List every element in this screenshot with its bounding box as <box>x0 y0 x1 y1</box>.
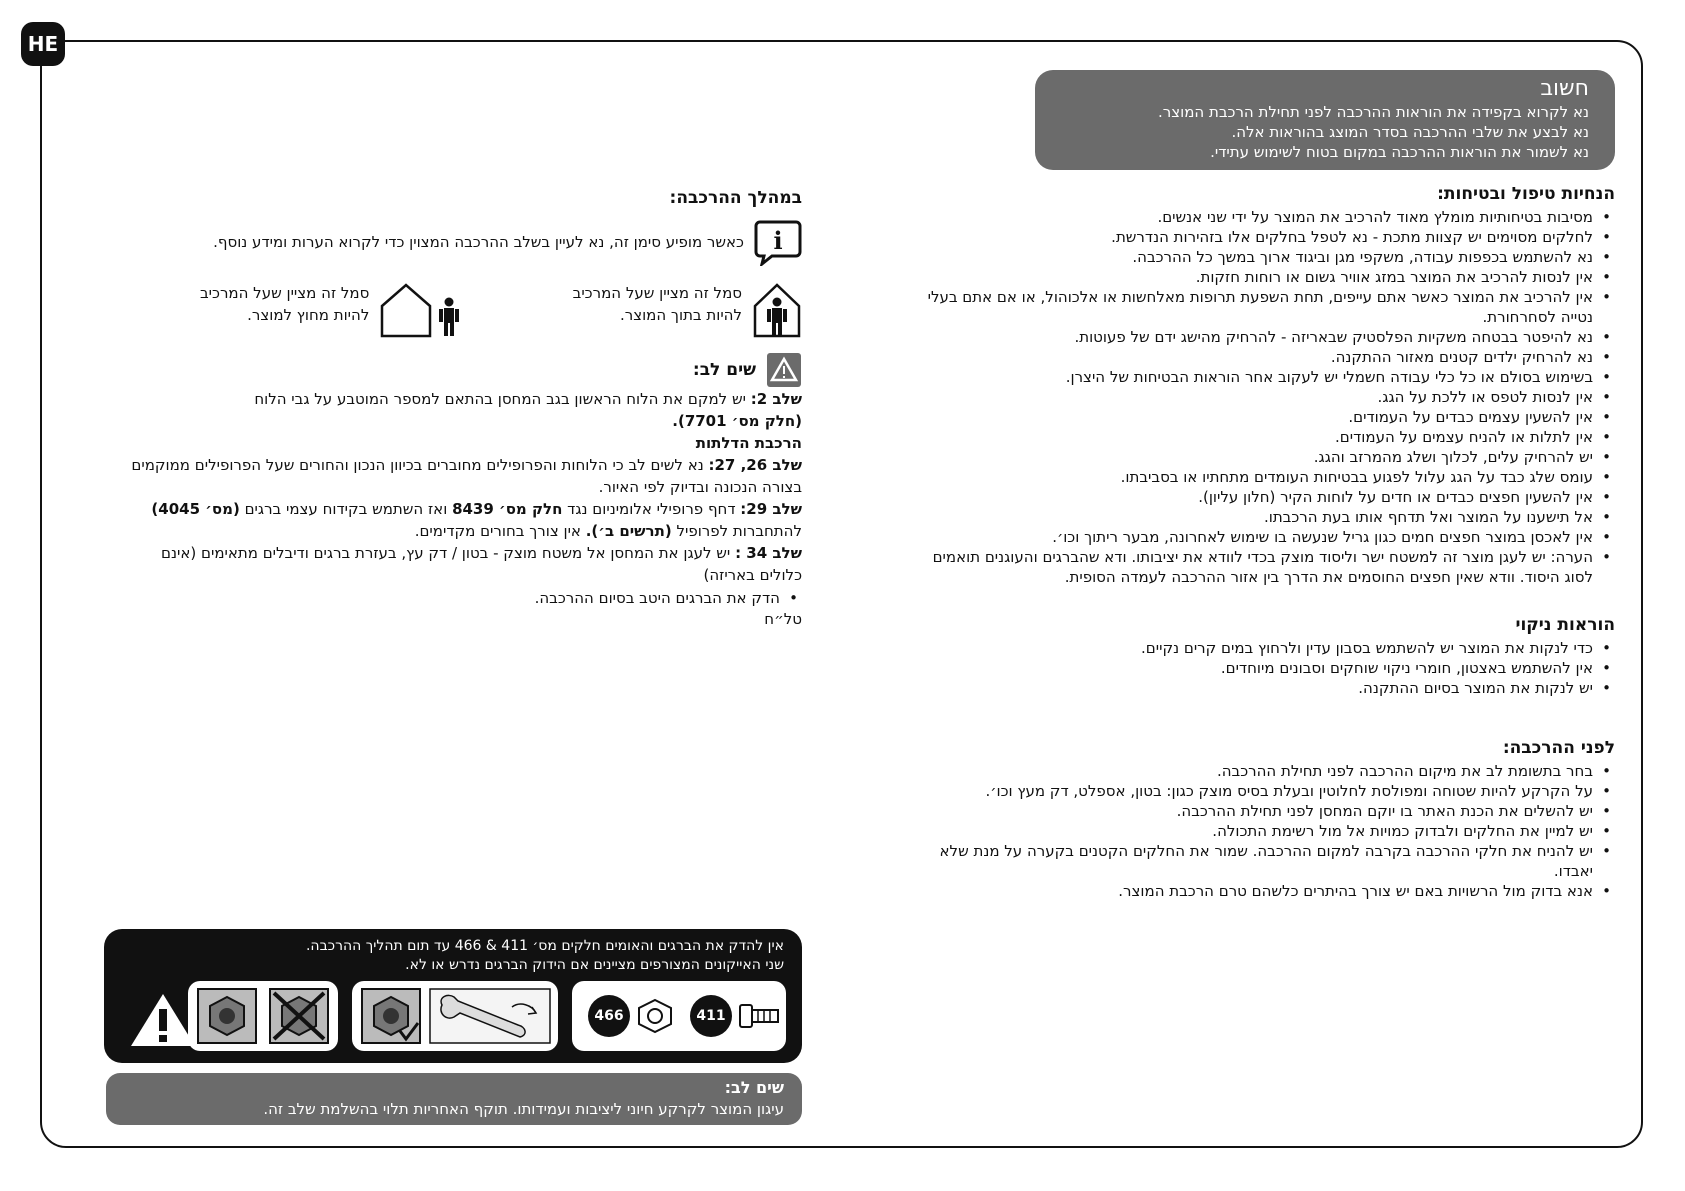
part-number: (מס׳ 4045) <box>151 500 240 518</box>
step-label: שלב 29: <box>740 500 802 518</box>
nut-icon <box>636 998 674 1034</box>
crossed-nut-icon <box>268 987 330 1045</box>
safety-list <box>900 207 1615 587</box>
wrench-icon <box>428 987 552 1045</box>
important-title: חשוב <box>1540 76 1589 101</box>
language-badge: HE <box>21 22 65 66</box>
safety-title: הנחיות טיפול ובטיחות: <box>1437 184 1615 204</box>
svg-text:i: i <box>773 226 783 255</box>
step-text: יש לעגן את המחסן אל משטח מוצק - בטון / דק עץ, בעזרת ברגים ודיבלים מתאימים (אינם כלולים באריזה) <box>161 544 802 584</box>
bolt-tightening-box <box>104 929 802 1063</box>
list-item: • יש למיין את החלקים ולבדוק כמויות אל מול רשימת התכולה. <box>900 821 1593 841</box>
step-2-part <box>130 410 802 432</box>
cleaning-title: הוראות ניקוי <box>1515 615 1615 635</box>
outside-symbol <box>200 282 461 338</box>
list-item: • אנא בדוק מול הרשויות באם יש צורך בהיתרים כלשהם טרם הרכבת המוצר. <box>900 881 1593 901</box>
list-item: • כדי לנקות את המוצר יש להשתמש בסבון עדין ולרחוץ במים קרים נקיים. <box>900 638 1593 658</box>
inside-symbol <box>573 282 802 338</box>
list-item: • יש להרחיק עלים, לכלוך ושלג מהמרזב והגג. <box>900 447 1593 467</box>
step-29 <box>130 498 802 542</box>
step-text: דחף פרופילי אלומיניום נגד <box>562 500 741 518</box>
attention-header <box>130 352 802 388</box>
bolt-line: אין להדק את הברגים והאומים חלקים מס׳ 411 & 466 עד תום תהליך ההרכבה. <box>305 938 784 954</box>
step-text: אין צורך בחורים מקדימים. <box>414 522 586 540</box>
step-text: ואז השתמש בקידוח עצמי ברגים <box>239 500 453 518</box>
part-411-badge: 411 <box>690 995 732 1037</box>
inside-line: סמל זה מציין שעל המרכיב <box>572 284 742 302</box>
list-item: • עומס שלג כבד על הגג עלול לפגוע בבטיחות העומדים מתחתיו או בסביבתו. <box>900 467 1593 487</box>
info-text: כאשר מופיע סימן זה, נא לעיין בשלב ההרכבה המצוין כדי לקרוא הערות ומידע נוסף. <box>213 233 744 251</box>
inside-text <box>573 282 742 326</box>
list-item: • נא להרחיק ילדים קטנים מאזור ההתקנה. <box>900 347 1593 367</box>
list-item: • הערה: יש לעגן מוצר זה למשטח ישר וליסוד מוצק בכדי לוודא את יציבותו. ודא שהברגים והעוגנים תואמים לסוג היסוד. וודא שאין חפצים החוסמים את הדרך בין אזור ההרכבה לעמדה הסופית. <box>900 547 1593 587</box>
bolt-nut-icon <box>196 987 258 1045</box>
wrench-card <box>352 981 558 1051</box>
list-item: • אין להשתמש באצטון, חומרי ניקוי שוחקים וסבונים מיוחדים. <box>900 658 1593 678</box>
list-item: • אין לנסות לטפס או ללכת על הגג. <box>900 387 1593 407</box>
part-466-badge: 466 <box>588 995 630 1037</box>
note-text: עיגון המוצר לקרקע חיוני ליציבות ועמידותו. תוקף האחריות תלוי בהשלמת שלב זה. <box>263 1100 784 1118</box>
nut-icons-card <box>188 981 338 1051</box>
list-item: • נא להיפטר בבטחה משקיות הפלסטיק שבאריזה - להרחיק מהישג ידם של פעוטות. <box>900 327 1593 347</box>
step-label: שלב 2: <box>750 390 802 408</box>
person-outside-house-icon <box>379 282 461 338</box>
step-text: נא לשים לב כי הלוחות והפרופילים מחוברים בכיוון הנכון והחורים שעל הפרופילים ממוקמים בצורה הנכונה ובדיוק לפי האיור. <box>131 456 802 496</box>
list-item: • נא להשתמש בכפפות עבודה, משקפי מגן וביגוד ארוך במשך כל ההרכבה. <box>900 247 1593 267</box>
doors-heading: הרכבת הדלתות <box>695 434 802 452</box>
list-item: • אין לנסות להרכיב את המוצר במזג אוויר גשום או רוחות חזקות. <box>900 267 1593 287</box>
figure-ref: (תרשים ב׳). <box>585 522 672 540</box>
person-inside-house-icon <box>752 282 802 338</box>
info-icon <box>754 218 802 266</box>
step-text: להתחברות לפרופיל <box>671 522 802 540</box>
step-26 <box>130 454 802 498</box>
before-title: לפני ההרכבה: <box>1502 738 1615 758</box>
outside-line: להיות מחוץ למוצר. <box>247 306 370 324</box>
list-item: • יש להשלים את הכנת האתר בו יוקם המחסן לפני תחילת ההרכבה. <box>900 801 1593 821</box>
outside-line: סמל זה מציין שעל המרכיב <box>200 284 370 302</box>
cleaning-list <box>900 638 1615 698</box>
list-item: • לחלקים מסוימים יש קצוות מתכת - נא לטפל בחלקים אלו בזהירות הנדרשת. <box>900 227 1593 247</box>
right-column <box>900 70 1615 901</box>
bolt-line: שני האייקונים המצורפים מציינים אם הידוק הברגים נדרש או לא. <box>405 957 784 973</box>
list-item: • בשימוש בסולם או כל כלי עבודה חשמלי יש לעקוב אחר הוראות הבטיחות של היצרן. <box>900 367 1593 387</box>
bolt-icon <box>738 997 782 1035</box>
step-label: שלב 34 : <box>735 544 802 562</box>
step-2 <box>130 388 802 410</box>
note-title: שים לב: <box>724 1078 784 1097</box>
left-column <box>130 180 802 630</box>
important-box <box>1035 70 1615 170</box>
step-text: יש למקם את הלוח הראשון בגב המחסן בהתאם למספר המוטבע על גבי הלוח <box>254 390 751 408</box>
disclaimer: טל״ח <box>764 610 802 628</box>
list-item: • הדק את הברגים היטב בסיום ההרכבה. <box>130 588 780 608</box>
part-number: חלק מס׳ 8439 <box>452 500 563 518</box>
important-line: נא לבצע את שלבי ההרכבה בסדר המוצג בהוראות אלה. <box>1231 123 1589 141</box>
warning-icon <box>766 352 802 388</box>
step-34 <box>130 542 802 586</box>
list-item: • יש להניח את חלקי ההרכבה בקרבה למקום ההרכבה. שמור את החלקים הקטנים בקערה על מנת שלא יאבדו. <box>900 841 1593 881</box>
outside-text <box>200 282 369 326</box>
anchoring-note-box <box>106 1073 802 1125</box>
list-item: • בחר בתשומת לב את מיקום ההרכבה לפני תחילת ההרכבה. <box>900 761 1593 781</box>
during-title: במהלך ההרכבה: <box>669 188 802 208</box>
tighten-list <box>130 588 802 608</box>
step-label: שלב 26, 27: <box>708 456 802 474</box>
list-item: • אין להשעין עצמים כבדים על העמודים. <box>900 407 1593 427</box>
list-item: • אין להרכיב את המוצר כאשר אתם עייפים, תחת השפעת תרופות מאלחשות או אלכוהול, או אם אתם בעלי נטייה לסחרחורת. <box>900 287 1593 327</box>
list-item: • אל תישענו על המוצר ואל תדחף אותו בעת הרכבתו. <box>900 507 1593 527</box>
before-list <box>900 761 1615 901</box>
important-line: נא לקרוא בקפידה את הוראות ההרכבה לפני תחילת הרכבת המוצר. <box>1158 103 1589 121</box>
list-item: • יש לנקות את המוצר בסיום ההתקנה. <box>900 678 1593 698</box>
bolt-text <box>306 937 784 975</box>
list-item: • אין להשעין חפצים כבדים או חדים על לוחות הקיר (חלון עליון). <box>900 487 1593 507</box>
list-item: • מסיבות בטיחותיות מומלץ מאוד להרכיב את המוצר על ידי שני אנשים. <box>900 207 1593 227</box>
important-line: נא לשמור את הוראות ההרכבה במקום בטוח לשימוש עתידי. <box>1210 143 1589 161</box>
info-row <box>130 218 802 266</box>
symbol-row <box>130 282 802 338</box>
part-number: (חלק מס׳ 7701). <box>672 412 802 430</box>
parts-card <box>572 981 786 1051</box>
inside-line: להיות בתוך המוצר. <box>619 306 742 324</box>
list-item: • אין לתלות או להניח עצמים על העמודים. <box>900 427 1593 447</box>
list-item: • על הקרקע להיות שטוחה ומפולסת לחלוטין ובעלת בסיס מוצק כגון: בטון, אספלט, דק מעץ וכו׳. <box>900 781 1593 801</box>
fastened-nut-icon <box>360 987 422 1045</box>
attention-label: שים לב: <box>692 360 756 380</box>
list-item: • אין לאכסן במוצר חפצים חמים כגון גריל שנעשה בו שימוש לאחרונה, מבער ריתוך וכו׳. <box>900 527 1593 547</box>
